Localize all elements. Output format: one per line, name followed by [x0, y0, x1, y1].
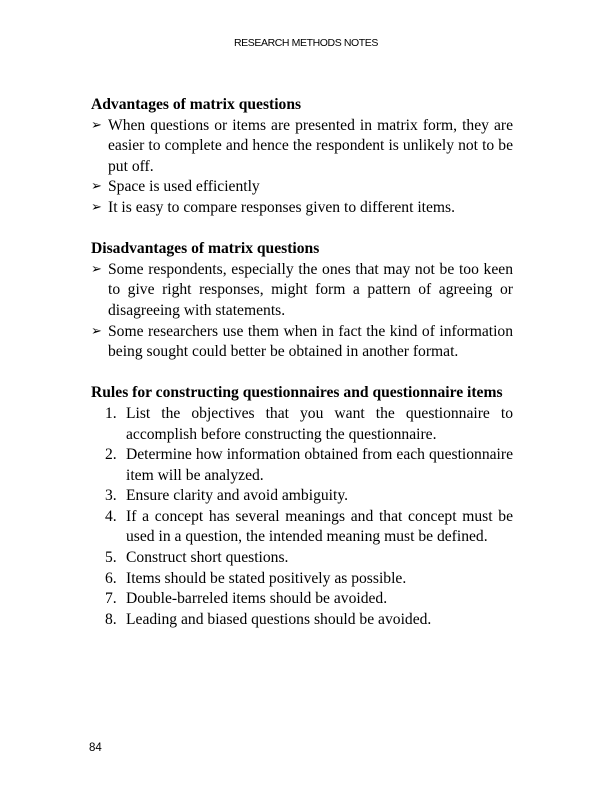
rule-item [91, 445, 513, 486]
arrow-bullet-icon: ➢ [91, 179, 102, 195]
advantages-section [91, 95, 513, 219]
rule-text: Double-barreled items should be avoided. [126, 590, 388, 608]
rule-item [91, 404, 513, 445]
list-item [91, 322, 513, 363]
disadvantages-list [91, 260, 513, 363]
rule-text: If a concept has several meanings and that concept must be used in a question, the intended meaning must be defined. [126, 507, 513, 546]
rule-number: 4. [105, 507, 117, 525]
disadvantages-heading: Disadvantages of matrix questions [91, 240, 320, 258]
advantages-heading: Advantages of matrix questions [91, 96, 302, 113]
arrow-bullet-icon: ➢ [91, 261, 102, 277]
list-item-text: When questions or items are presented in matrix form, they are easier to complete and hence the respondent is unlikely not to be put off. [108, 116, 513, 175]
disadvantages-section [91, 239, 513, 363]
page-header: RESEARCH METHODS NOTES [233, 37, 379, 49]
list-item-text: Some researchers use them when in fact the kind of information being sought could better be obtained in another format. [108, 322, 513, 361]
list-item [91, 177, 513, 198]
list-item [91, 260, 513, 322]
list-item [91, 116, 513, 178]
list-item-text: It is easy to compare responses given to different items. [108, 198, 456, 216]
rules-section [91, 383, 513, 630]
rule-number: 3. [105, 487, 117, 505]
rule-text: Items should be stated positively as possible. [126, 569, 407, 587]
rule-number: 6. [105, 569, 117, 587]
rule-text: Leading and biased questions should be avoided. [126, 610, 432, 628]
rule-item [91, 507, 513, 548]
rule-text: List the objectives that you want the questionnaire to accomplish before constructing the questionnaire. [126, 404, 513, 443]
list-item-text: Space is used efficiently [108, 178, 260, 196]
list-item [91, 198, 513, 219]
rule-number: 8. [105, 610, 117, 628]
rule-item [91, 589, 513, 610]
rule-number: 7. [105, 590, 117, 608]
arrow-bullet-icon: ➢ [91, 199, 102, 215]
arrow-bullet-icon: ➢ [91, 323, 102, 339]
rule-item [91, 486, 513, 507]
rule-number: 5. [105, 549, 117, 567]
rules-list [91, 404, 513, 631]
rule-text: Ensure clarity and avoid ambiguity. [126, 487, 349, 505]
rule-item [91, 610, 513, 631]
rule-number: 1. [105, 404, 117, 422]
advantages-list [91, 116, 513, 219]
rule-item [91, 569, 513, 590]
page-body [91, 95, 513, 651]
rule-number: 2. [105, 446, 117, 464]
rule-item [91, 548, 513, 569]
arrow-bullet-icon: ➢ [91, 117, 102, 133]
rules-heading: Rules for constructing questionnaires and questionnaire items [91, 384, 503, 402]
list-item-text: Some respondents, especially the ones that may not be too keen to give right responses, might form a pattern of agreeing or disagreeing with statements. [108, 260, 513, 319]
rule-text: Determine how information obtained from each questionnaire item will be analyzed. [126, 446, 513, 484]
page-number: 84 [89, 742, 102, 754]
rule-text: Construct short questions. [126, 549, 289, 567]
